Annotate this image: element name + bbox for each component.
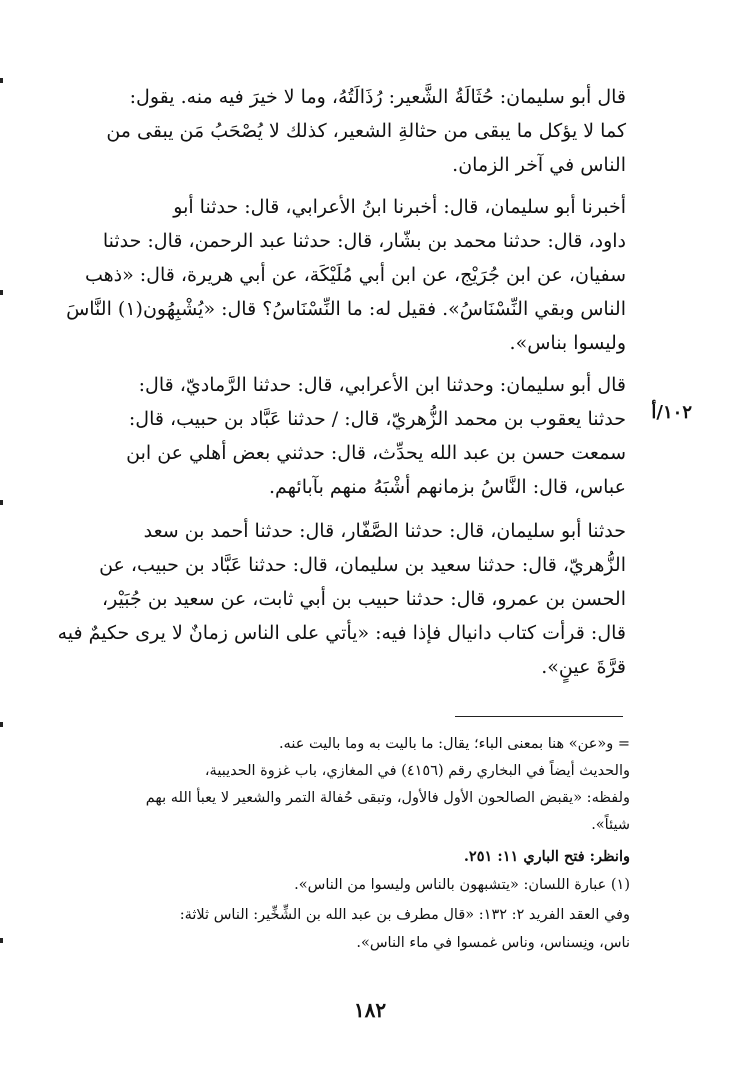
- footnote-line: ولفظه: «يقبض الصالحون الأول فالأول، وتبقى حُفالة التمر والشعير لا يعبأ الله بهم: [145, 790, 630, 806]
- text-line: حدثنا أبو سليمان، قال: حدثنا الصَّفّار، قال: حدثنا أحمد بن سعد: [143, 520, 626, 542]
- folio-marker: ١٠٢/أ: [651, 402, 692, 423]
- text-line: أخبرنا أبو سليمان، قال: أخبرنا ابنُ الأعرابي، قال: حدثنا أبو: [173, 196, 626, 218]
- paragraph-1: [72, 80, 626, 182]
- footnote-line: وانظر: فتح الباري ١١: ٢٥١.: [463, 848, 630, 865]
- text-line: كما لا يؤكل ما يبقى من حثالةِ الشعير، كذلك لا يُصْحَبُ مَن يبقى من: [106, 120, 626, 142]
- text-line: الناس وبقي النِّسْنَاسُ». فقيل له: ما النِّسْنَاسُ؟ قال: «يُشْبِهُون(١) النَّاسَ: [66, 298, 626, 320]
- footnote-line: شيئاً».: [591, 817, 630, 833]
- text-line: قال أبو سليمان: وحدثنا ابن الأعرابي، قال: حدثنا الرَّماديّ، قال:: [138, 374, 626, 396]
- footnote-line: وفي العقد الفريد ٢: ١٣٢: «قال مطرف بن عبد الله بن الشِّخِّير: الناس ثلاثة:: [179, 907, 630, 923]
- footnote-line: = و«عن» هنا بمعنى الباء؛ يقال: ما باليت به وما باليت عنه.: [278, 736, 630, 752]
- text-line: الزُّهريّ، قال: حدثنا سعيد بن سليمان، قال: حدثنا عَبَّاد بن حبيب، عن: [99, 554, 626, 576]
- page-edge-mark: [0, 938, 3, 943]
- text-line: عباس، قال: النَّاسُ بزمانهم أشْبَهُ منهم بآبائهم.: [268, 476, 626, 498]
- text-line: الناس في آخر الزمان.: [452, 154, 626, 176]
- footnote-divider: [455, 716, 623, 717]
- text-line: داود، قال: حدثنا محمد بن بشّار، قال: حدثنا عبد الرحمن، قال: حدثنا: [102, 230, 626, 252]
- footnote-line: ناس، ونِسناس، وناس غمسوا في ماء الناس».: [356, 935, 630, 951]
- paragraph-2: [66, 190, 626, 360]
- text-line: حدثنا يعقوب بن محمد الزُّهريّ، قال: / حدثنا عَبَّاد بن حبيب، قال:: [128, 408, 626, 430]
- text-line: سمعت حسن بن عبد الله يحدِّث، قال: حدثني بعض أهلي عن ابن: [126, 442, 626, 464]
- page-edge-mark: [0, 78, 3, 83]
- footnote-line: (١) عبارة اللسان: «يتشبهون بالناس وليسوا من الناس».: [294, 877, 630, 893]
- text-line: قرَّةَ عينٍ».: [541, 656, 626, 678]
- footnote-line: والحديث أيضاً في البخاري رقم (٤١٥٦) في المغازي، باب غزوة الحديبية،: [204, 763, 630, 779]
- text-line: قال: قرأت كتاب دانيال فإذا فيه: «يأتي على الناس زمانٌ لا يرى حكيمٌ فيه: [57, 622, 626, 644]
- text-line: قال أبو سليمان: حُثَالَةُ الشَّعير: رُذَالَتُهُ، وما لا خيرَ فيه منه. يقول:: [129, 86, 626, 108]
- paragraph-3: [72, 368, 626, 504]
- page-edge-mark: [0, 500, 3, 505]
- page-edge-mark: [0, 722, 3, 727]
- text-line: سفيان، عن ابن جُرَيْج، عن ابن أبي مُلَيْكَة، عن أبي هريرة، قال: «ذهب: [84, 264, 626, 286]
- text-line: وليسوا بناس».: [509, 332, 626, 354]
- paragraph-4: [57, 514, 626, 684]
- text-line: الحسن بن عمرو، قال: حدثنا حبيب بن أبي ثابت، عن سعيد بن جُبَيْر،: [101, 588, 626, 610]
- page-edge-mark: [0, 290, 3, 295]
- page-number: ١٨٢: [353, 998, 387, 1022]
